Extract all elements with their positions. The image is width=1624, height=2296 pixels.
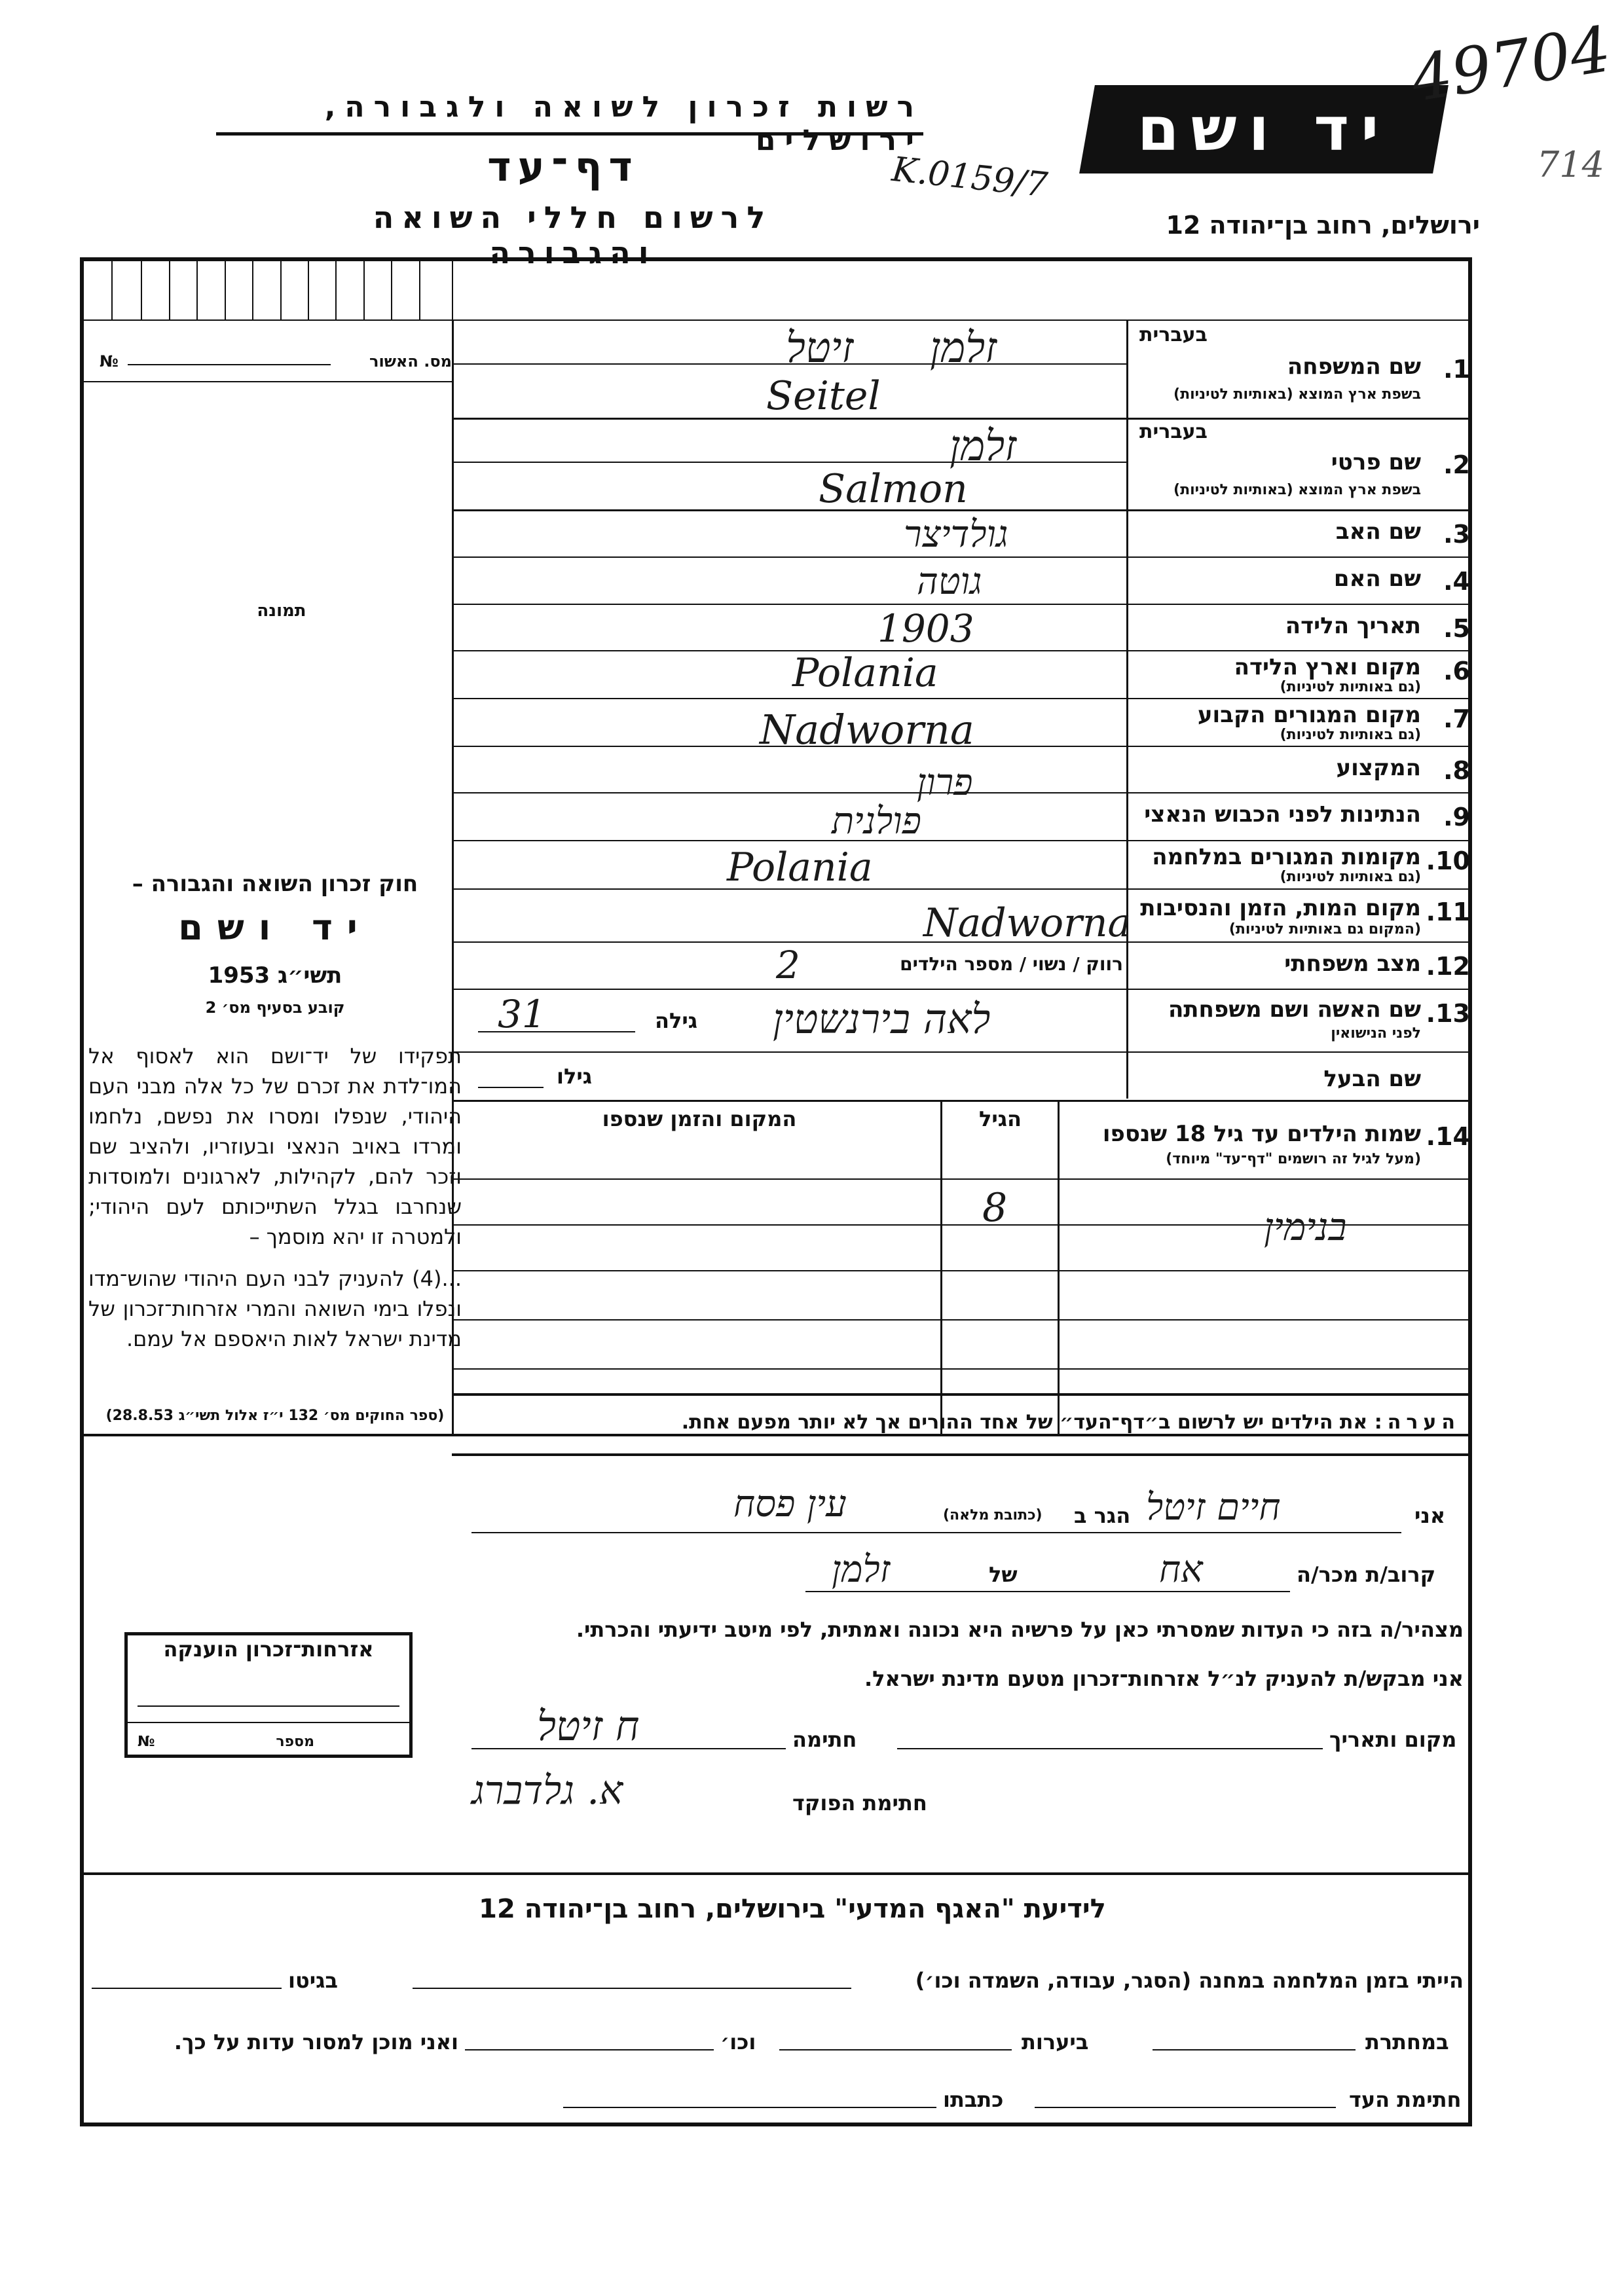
index-box-divider bbox=[111, 261, 113, 319]
field-number: 10. bbox=[1426, 847, 1470, 875]
birth-place-value: Polania bbox=[792, 650, 938, 696]
index-box-divider bbox=[225, 261, 226, 319]
declaration-request: אני מבקש/ת להעניק לנ״ל אזרחות־זכרון מטעם מדינת ישראל. bbox=[864, 1666, 1464, 1691]
field-label: שם האם bbox=[1333, 566, 1421, 592]
etc-label: וכו׳ bbox=[720, 2030, 756, 2054]
children-table-rule bbox=[452, 1270, 1468, 1271]
field-label: שם פרטי bbox=[1331, 449, 1421, 475]
forests-rule bbox=[779, 2049, 1012, 2050]
children-age-header: הגיל bbox=[978, 1106, 1022, 1131]
wife-age-value: 31 bbox=[498, 992, 546, 1036]
medal-rule bbox=[128, 1722, 409, 1723]
underground-label: במחתרת bbox=[1365, 2030, 1449, 2054]
index-box-divider bbox=[391, 261, 392, 319]
field-number: 4. bbox=[1443, 567, 1470, 596]
index-box-divider bbox=[335, 261, 337, 319]
medal-number-sign: № bbox=[138, 1734, 155, 1750]
row-rule bbox=[452, 556, 1468, 558]
of-label: של bbox=[989, 1562, 1018, 1587]
birth-date-value: 1903 bbox=[877, 606, 974, 651]
field-label: המקצוע bbox=[1336, 755, 1421, 781]
mother-name-value: גוטה bbox=[917, 560, 982, 603]
field-2-label-cell bbox=[1126, 419, 1470, 509]
section-rule bbox=[84, 1872, 1468, 1875]
index-box-divider bbox=[252, 261, 253, 319]
field-note: (גם באותיות לטיניות) bbox=[1280, 869, 1421, 885]
archive-number: 49704 bbox=[1406, 12, 1616, 117]
field-number: 5. bbox=[1443, 614, 1470, 643]
relation-value: אח bbox=[1159, 1548, 1203, 1591]
header-rule bbox=[216, 132, 923, 136]
form-title: דף־עד bbox=[487, 143, 639, 191]
index-box-divider bbox=[196, 261, 198, 319]
field-label: שם הבעל bbox=[1323, 1066, 1421, 1092]
underground-rule bbox=[1153, 2049, 1356, 2050]
child-name-value: בנימין bbox=[1264, 1205, 1347, 1249]
field-note: לפני הנישואין bbox=[1331, 1025, 1421, 1042]
field-number: 11. bbox=[1426, 898, 1470, 926]
field-label: מקומות המגורים במלחמה bbox=[1152, 844, 1421, 870]
field-note: (גם באותיות לטיניות) bbox=[1280, 727, 1421, 743]
place-date-label: מקום ותאריך bbox=[1329, 1727, 1457, 1752]
field-number: 14. bbox=[1426, 1122, 1470, 1151]
wartime-residence-value: Polania bbox=[727, 845, 873, 890]
address-note: (כתובת מלאה) bbox=[943, 1507, 1043, 1523]
husband-age-rule bbox=[478, 1087, 544, 1088]
declarant-address-value: עין פסח bbox=[733, 1483, 847, 1525]
children-registration-note bbox=[458, 1411, 1460, 1434]
row-rule bbox=[452, 462, 1126, 463]
row-rule bbox=[452, 1051, 1468, 1053]
approval-number-sign: № bbox=[100, 352, 119, 371]
nationality-value: פולנית bbox=[832, 800, 921, 843]
signature-value: ח זיטל bbox=[537, 1702, 640, 1750]
child-age-value: 8 bbox=[982, 1185, 1008, 1231]
declarant-rule bbox=[471, 1532, 1401, 1533]
witness-address-rule bbox=[563, 2107, 936, 2108]
index-box-divider bbox=[452, 261, 453, 319]
ghetto-rule bbox=[92, 1988, 282, 1989]
field-number: 8. bbox=[1443, 756, 1470, 785]
witness-signature-label: חתימת העד bbox=[1349, 2087, 1462, 2112]
field-number: 12. bbox=[1426, 952, 1470, 981]
death-place-value: Nadworna bbox=[923, 900, 1132, 946]
declarant-i-label: אני bbox=[1414, 1503, 1446, 1528]
children-col-divider bbox=[940, 1100, 942, 1436]
note-text: את הילדים יש לרשום ב״דף־העד״ של אחד ההורים אך לא יותר מפעם אחת. bbox=[681, 1411, 1368, 1434]
field-number: 6. bbox=[1443, 657, 1470, 685]
residence-value: Nadworna bbox=[760, 706, 974, 754]
row-rule bbox=[452, 698, 1468, 699]
children-col-divider bbox=[1058, 1100, 1060, 1436]
gazette-reference: (ספר החוקים מס׳ 132 י״ז אלול תשי״ג 28.8.53) bbox=[105, 1408, 445, 1424]
signature-rule bbox=[471, 1748, 786, 1749]
place-date-rule bbox=[897, 1748, 1323, 1749]
margin-number: 714 bbox=[1536, 144, 1604, 185]
declaration-statement: מצהיר/ה בזה כי העדות שמסרתי כאן על פרשיה היא נכונה ואמתית, לפי מיטב ידיעתי והכרתי. bbox=[576, 1617, 1464, 1642]
surname-latin-value: Seitel bbox=[766, 373, 881, 419]
father-name-value: גולדיצר bbox=[904, 513, 1008, 556]
row-rule bbox=[452, 840, 1468, 841]
children-table-rule bbox=[452, 1368, 1468, 1370]
field-note: (גם באותיות לטיניות) bbox=[1280, 679, 1421, 695]
section-rule bbox=[452, 1453, 1468, 1456]
children-place-header: המקום והזמן שנספו bbox=[602, 1106, 797, 1131]
field-label: מקום המות, הזמן והנסיבות bbox=[1140, 895, 1421, 921]
field-label: שמות הילדים עד גיל 18 שנספו bbox=[1102, 1121, 1421, 1147]
wife-age-label: גילה bbox=[655, 1008, 698, 1033]
law-clause: ...(4) להעניק לבני העם היהודי שהוש־מדו ונפלו בימי השואה והמרי אזרחות־זכרון של מדינת ישראל לאות היאספם אל עמם. bbox=[88, 1266, 462, 1351]
memorial-citizenship-title: אזרחות־זכרון הוענקה bbox=[163, 1637, 374, 1662]
first-name-latin-value: Salmon bbox=[819, 466, 968, 512]
row-rule bbox=[452, 888, 1468, 890]
law-name: יד ושם bbox=[178, 907, 372, 948]
medal-number-label: מספר bbox=[276, 1734, 314, 1750]
signature-label: חתימה bbox=[792, 1727, 857, 1752]
ghetto-label: בגיטו bbox=[288, 1968, 338, 1993]
testimony-offer: ואני מוכן למסור עדות על כך. bbox=[174, 2030, 458, 2054]
institution-name: רשות זכרון לשואה ולגבורה, ירושלים bbox=[324, 90, 923, 157]
official-signature-value: א. גלדברג bbox=[471, 1768, 623, 1813]
camp-label: הייתי בזמן המלחמה במחנה (הסגר, עבודה, השמדה וכו׳) bbox=[915, 1968, 1464, 1993]
law-section: קובע בסעיף מס׳ 2 bbox=[205, 998, 345, 1017]
children-table-rule bbox=[452, 1178, 1468, 1180]
yad-vashem-logo: יד ושם bbox=[1137, 94, 1391, 164]
form-subtitle: לרשום חללי השואה והגבורה bbox=[373, 200, 773, 270]
photo-placeholder-label: תמונה bbox=[257, 601, 306, 621]
index-box-divider bbox=[280, 261, 282, 319]
field-label: מצב משפחתי bbox=[1284, 951, 1421, 977]
relation-rule bbox=[805, 1591, 1290, 1592]
field-note: בשפת ארץ המוצא (באותיות לטיניות) bbox=[1173, 386, 1421, 403]
section-rule bbox=[452, 1393, 1468, 1396]
approval-rule bbox=[84, 381, 452, 382]
law-title: חוק זכרון השואה והגבורה – bbox=[132, 871, 418, 897]
family-status-options: רווק / נשוי / מספר הילדים bbox=[900, 953, 1123, 975]
reference-number: 0159/7.K bbox=[890, 149, 1050, 206]
field-label: הנתינות לפני הכבוש הנאצי bbox=[1144, 801, 1421, 828]
field-number: 7. bbox=[1443, 704, 1470, 733]
husband-age-label: גילו bbox=[557, 1064, 593, 1089]
approval-number-label: מס. האשור bbox=[369, 352, 452, 371]
relation-of-value: זלמן bbox=[832, 1548, 891, 1591]
field-label: תאריך הלידה bbox=[1285, 613, 1421, 639]
profession-value: פרון bbox=[917, 761, 973, 804]
index-box-divider bbox=[419, 261, 420, 319]
field-number: 1. bbox=[1443, 355, 1470, 384]
field-number: 9. bbox=[1443, 803, 1470, 831]
lang-hebrew-tag: בעברית bbox=[1139, 420, 1208, 443]
first-name-hebrew-value: זלמן bbox=[950, 422, 1017, 471]
field-1-label-cell bbox=[1126, 321, 1470, 418]
institution-address: ירושלים, רחוב בן־יהודה 12 bbox=[1166, 211, 1480, 240]
field-number: 13. bbox=[1426, 999, 1470, 1028]
field-note: (המקום גם באותיות לטיניות) bbox=[1228, 921, 1421, 938]
law-text: תפקידו של יד־ושם הוא לאסוף אל המו־לדת את זכרם של כל אלה מבני העם היהודי, שנפלו ומסרו את נפשם, נלחמו ומרדו באויב הנאצי ובעוזריו, ולהציב שם וזכר להם, לקהילות, לארגונים ולמוסדות שנחרבו בגלל השתייכותם לעם היהודי; ולמטרה זו יהא מוסמך – bbox=[88, 1044, 462, 1249]
field-note: בשפת ארץ המוצא (באותיות לטיניות) bbox=[1173, 482, 1421, 498]
field-label: מקום וארץ הלידה bbox=[1234, 654, 1421, 680]
forests-label: ביערות bbox=[1022, 2030, 1089, 2054]
medal-rule bbox=[138, 1705, 399, 1707]
etc-rule bbox=[465, 2049, 714, 2050]
field-label: שם האשה ושם משפחתה bbox=[1168, 996, 1421, 1023]
relative-label: קרוב/ת מכר/ה bbox=[1297, 1562, 1436, 1587]
field-label: שם המשפחה bbox=[1287, 354, 1421, 380]
field-number: 2. bbox=[1443, 450, 1470, 479]
first-name-hebrew-repeat: זלמן bbox=[930, 324, 997, 373]
resides-label: הגר ב bbox=[1074, 1503, 1131, 1528]
wife-name-value: לאה בירנשטין bbox=[773, 995, 991, 1043]
declarant-name-value: חיים זיטל bbox=[1146, 1486, 1281, 1529]
scientific-department-title: לידיעת "האגף המדעי" בירושלים, רחוב בן־יהודה 12 bbox=[479, 1894, 1106, 1924]
lang-hebrew-tag: בעברית bbox=[1139, 323, 1208, 346]
row-rule bbox=[452, 1100, 1468, 1102]
index-box-divider bbox=[169, 261, 170, 319]
surname-hebrew-value: זיטל bbox=[786, 324, 854, 373]
law-year: תשי״ג 1953 bbox=[208, 962, 342, 989]
field-label: מקום המגורים הקבוע bbox=[1197, 702, 1421, 728]
camp-rule bbox=[413, 1988, 851, 1989]
index-box-divider bbox=[141, 261, 142, 319]
index-box-divider bbox=[308, 261, 309, 319]
note-label: הערה: bbox=[1374, 1411, 1460, 1434]
witness-address-label: כתבתו bbox=[943, 2087, 1004, 2112]
children-table-rule bbox=[452, 1319, 1468, 1321]
field-note: (מעל לגיל זה רושמים "דף־עד" מיוחד) bbox=[1166, 1151, 1421, 1167]
children-count-value: 2 bbox=[776, 943, 800, 987]
field-number: 3. bbox=[1443, 520, 1470, 549]
row-rule bbox=[452, 604, 1468, 605]
index-box-divider bbox=[363, 261, 365, 319]
row-rule bbox=[452, 989, 1468, 990]
wife-age-rule bbox=[478, 1031, 635, 1032]
approval-number-rule bbox=[128, 364, 331, 365]
official-signature-label: חתימת הפוקד bbox=[792, 1791, 927, 1815]
section-rule bbox=[84, 1434, 1468, 1436]
witness-signature-rule bbox=[1035, 2107, 1336, 2108]
field-label: שם האב bbox=[1335, 519, 1421, 545]
